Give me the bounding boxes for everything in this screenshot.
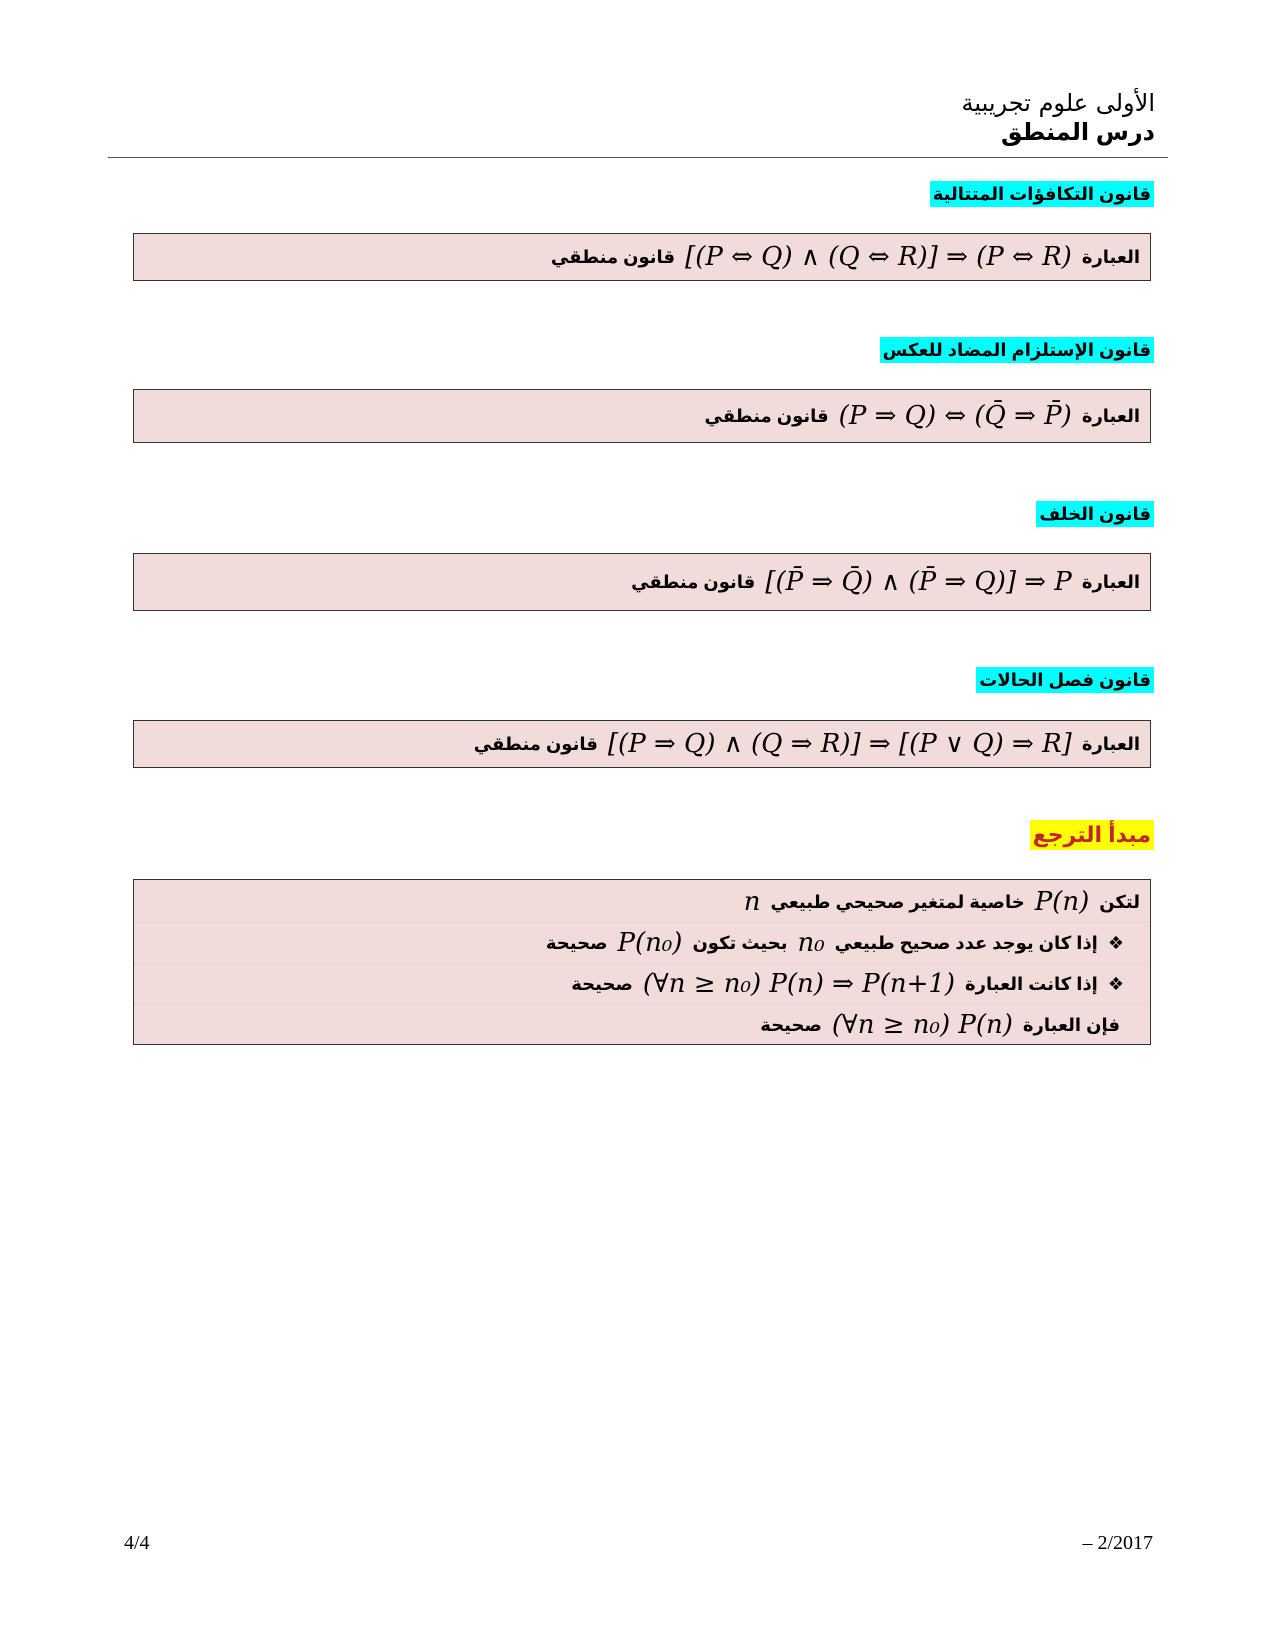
footer-date: – 2/2017 <box>1082 1532 1153 1554</box>
law-formula: [(P ⇔ Q) ∧ (Q ⇔ R)] ⇒ (P ⇔ R) <box>685 242 1072 272</box>
text-true: صحيحة <box>760 1014 822 1035</box>
text-true: صحيحة <box>545 932 608 953</box>
page-number: 4/4 <box>124 1532 150 1554</box>
section-title-absurdity: قانون الخلف <box>1036 501 1154 527</box>
law-formula: (P ⇒ Q) ⇔ (Q̄ ⇒ P̄) <box>838 401 1072 431</box>
induction-line-3 <box>134 964 1150 1005</box>
text-exists: إذا كان يوجد عدد صحيح طبيعي <box>834 932 1098 953</box>
law-suffix: قانون منطقي <box>550 246 676 267</box>
section-title-successive-equivalences: قانون التكافؤات المتتالية <box>930 181 1154 207</box>
math-pn: P(n) <box>1034 887 1090 917</box>
section-title-induction: مبدأ الترجع <box>1030 820 1154 850</box>
text-then-statement: فإن العبارة <box>1022 1014 1120 1035</box>
law-formula: [(P ⇒ Q) ∧ (Q ⇒ R)] ⇒ [(P ∨ Q) ⇒ R] <box>607 729 1072 759</box>
math-n0: n₀ <box>797 928 825 958</box>
law-prefix: العبارة <box>1081 571 1140 592</box>
bullet-icon: ❖ <box>1107 932 1124 953</box>
law-suffix: قانون منطقي <box>704 405 829 426</box>
law-suffix: قانون منطقي <box>631 571 756 592</box>
law-formula: [(P̄ ⇒ Q̄) ∧ (P̄ ⇒ Q)] ⇒ P <box>765 567 1072 597</box>
law-box-contrapositive <box>133 389 1151 443</box>
math-conclusion: (∀n ≥ n₀) P(n) <box>831 1010 1013 1040</box>
math-heredity: (∀n ≥ n₀) P(n) ⇒ P(n+1) <box>642 969 956 999</box>
class-level: الأولى علوم تجريبية <box>961 89 1155 117</box>
text-such-that: بحيث تكون <box>692 932 788 953</box>
law-box-successive-equivalences <box>133 233 1151 281</box>
law-prefix: العبارة <box>1081 405 1140 426</box>
math-n: n <box>743 887 761 917</box>
lesson-title: درس المنطق <box>1000 119 1155 146</box>
law-prefix: العبارة <box>1081 246 1140 267</box>
induction-line-4 <box>134 1005 1150 1045</box>
text-true: صحيحة <box>571 973 633 994</box>
text-if-statement: إذا كانت العبارة <box>965 973 1098 994</box>
section-title-contrapositive: قانون الإستلزام المضاد للعكس <box>880 337 1154 363</box>
math-pn0: P(n₀) <box>617 928 683 958</box>
induction-line-2 <box>134 923 1150 964</box>
induction-line-1 <box>134 882 1150 923</box>
induction-box <box>133 879 1151 1045</box>
text-let: لتكن <box>1099 891 1140 912</box>
law-prefix: العبارة <box>1081 733 1140 754</box>
section-title-case-separation: قانون فصل الحالات <box>976 667 1154 693</box>
bullet-icon: ❖ <box>1107 973 1124 994</box>
header-divider <box>108 157 1168 158</box>
text-property: خاصية لمتغير صحيحي طبيعي <box>770 891 1025 912</box>
law-suffix: قانون منطقي <box>473 733 598 754</box>
law-box-absurdity <box>133 553 1151 611</box>
header <box>962 88 1156 148</box>
law-box-case-separation <box>133 720 1151 768</box>
